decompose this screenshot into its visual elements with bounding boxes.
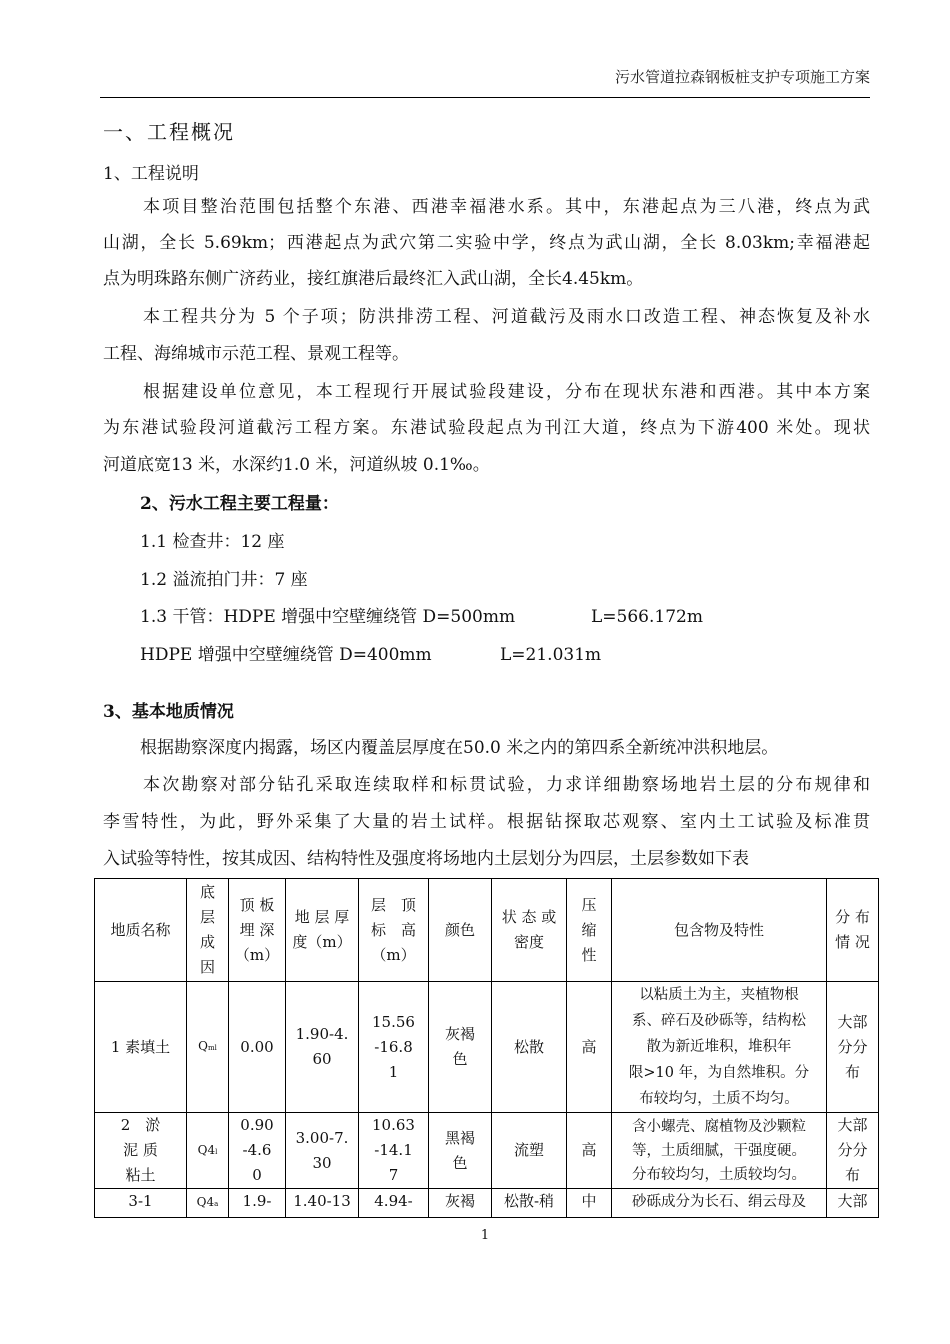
para1-line3: 点为明珠路东侧广济药业，接红旗港后最终汇入武山湖，全长4.45km。 xyxy=(103,269,644,289)
cell-depth: 0.00 xyxy=(229,982,286,1113)
para5-line1: 本次勘察对部分钻孔采取连续取样和标贯试验，力求详细勘察场地岩土层的分布规律和 xyxy=(143,775,870,795)
soil-parameter-table xyxy=(94,878,879,1218)
cell-compress: 中 xyxy=(567,1189,612,1218)
cell-color: 黑褐 色 xyxy=(429,1113,492,1189)
para2-line1: 本工程共分为 5 个子项；防洪排涝工程、河道截污及雨水口改造工程、神态恢复及补水 xyxy=(143,307,870,327)
cell-state: 流塑 xyxy=(492,1113,567,1189)
th-color: 颜色 xyxy=(429,879,492,982)
cell-features: 含小螺壳、腐植物及沙颗粒 等，土质细腻，干强度硬。 分布较均匀，土质较均匀。 xyxy=(612,1113,827,1189)
cell-features: 以粘质土为主，夹植物根 系、碎石及砂砾等，结构松 散为新近堆积，堆积年 限>10 年，为自然堆积。分 布较均匀，土质不均匀。 xyxy=(612,982,827,1113)
para5-line2: 李雪特性，为此，野外采集了大量的岩土试样。根据钻探取芯观察、室内土工试验及标准贯 xyxy=(103,812,870,832)
para3-line2: 为东港试验段河道截污工程方案。东港试验段起点为刊江大道，终点为下游400 米处。现状 xyxy=(103,418,870,438)
cell-color: 灰褐 色 xyxy=(429,982,492,1113)
table-row xyxy=(95,982,879,1113)
quantity-branch-pipe-length: L=21.031m xyxy=(500,645,602,665)
cell-thickness: 1.90-4. 60 xyxy=(286,982,359,1113)
cell-distribution: 大部 分分 布 xyxy=(827,1113,879,1189)
cell-state: 松散 xyxy=(492,982,567,1113)
cell-features: 砂砾成分为长石、绢云母及 xyxy=(612,1189,827,1218)
cell-depth: 0.90 -4.6 0 xyxy=(229,1113,286,1189)
cell-compress: 高 xyxy=(567,982,612,1113)
section-heading: 一、工程概况 xyxy=(103,120,235,144)
para3-line3: 河道底宽13 米，水深约1.0 米，河道纵坡 0.1‰。 xyxy=(103,455,490,475)
cell-compress: 高 xyxy=(567,1113,612,1189)
quantity-branch-pipe: HDPE 增强中空壁缠绕管 D=400mm xyxy=(140,645,432,665)
header-rule xyxy=(100,97,870,98)
th-distribution: 分 布 情 况 xyxy=(827,879,879,982)
subheading-quantities: 2、污水工程主要工程量： xyxy=(140,494,339,514)
th-name: 地质名称 xyxy=(95,879,187,982)
page-number: 1 xyxy=(480,1228,490,1243)
cell-color: 灰褐 xyxy=(429,1189,492,1218)
table-header-row xyxy=(95,879,879,982)
cell-origin: Q4a xyxy=(187,1189,229,1218)
cell-depth: 1.9- xyxy=(229,1189,286,1218)
cell-name: 1 素填土 xyxy=(95,982,187,1113)
cell-thickness: 1.40-13 xyxy=(286,1189,359,1218)
th-thickness: 地 层 厚 度（m） xyxy=(286,879,359,982)
quantity-main-pipe: 1.3 干管：HDPE 增强中空壁缠绕管 D=500mm xyxy=(140,607,516,627)
cell-state: 松散-稍 xyxy=(492,1189,567,1218)
para2-line2: 工程、海绵城市示范工程、景观工程等。 xyxy=(103,344,409,364)
cell-origin: Q4l xyxy=(187,1113,229,1189)
th-features: 包含物及特性 xyxy=(612,879,827,982)
quantity-inspection-wells: 1.1 检查井：12 座 xyxy=(140,532,285,552)
quantity-overflow-wells: 1.2 溢流拍门井：7 座 xyxy=(140,570,308,590)
para3-line1: 根据建设单位意见，本工程现行开展试验段建设，分布在现状东港和西港。其中本方案 xyxy=(143,382,870,402)
subheading-geology: 3、基本地质情况 xyxy=(103,702,234,722)
cell-elevation: 15.56 -16.8 1 xyxy=(359,982,429,1113)
th-elevation: 层 顶 标 高 （m） xyxy=(359,879,429,982)
cell-origin: Qml xyxy=(187,982,229,1113)
running-header: 污水管道拉森钢板桩支护专项施工方案 xyxy=(614,68,870,86)
cell-distribution: 大部 分分 布 xyxy=(827,982,879,1113)
cell-thickness: 3.00-7. 30 xyxy=(286,1113,359,1189)
th-depth: 顶 板 埋 深 （m） xyxy=(229,879,286,982)
para1-line1: 本项目整治范围包括整个东港、西港幸福港水系。其中，东港起点为三八港，终点为武 xyxy=(143,197,870,217)
cell-name: 2 淤 泥 质 粘土 xyxy=(95,1113,187,1189)
cell-elevation: 4.94- xyxy=(359,1189,429,1218)
cell-name: 3-1 xyxy=(95,1189,187,1218)
subheading-project-description: 1、工程说明 xyxy=(103,164,199,184)
para4: 根据勘察深度内揭露，场区内覆盖层厚度在50.0 米之内的第四系全新统冲洪积地层。 xyxy=(140,738,779,758)
cell-distribution: 大部 xyxy=(827,1189,879,1218)
table-row xyxy=(95,1113,879,1189)
th-compress: 压 缩 性 xyxy=(567,879,612,982)
table-row xyxy=(95,1189,879,1218)
para5-line3: 入试验等特性，按其成因、结构特性及强度将场地内土层划分为四层，土层参数如下表 xyxy=(103,849,749,869)
para1-line2: 山湖，全长 5.69km；西港起点为武穴第二实验中学，终点为武山湖，全长 8.03km;幸福港起 xyxy=(103,233,870,253)
th-state: 状 态 或 密度 xyxy=(492,879,567,982)
quantity-main-pipe-length: L=566.172m xyxy=(591,607,703,627)
cell-elevation: 10.63 -14.1 7 xyxy=(359,1113,429,1189)
th-origin: 底 层 成 因 xyxy=(187,879,229,982)
